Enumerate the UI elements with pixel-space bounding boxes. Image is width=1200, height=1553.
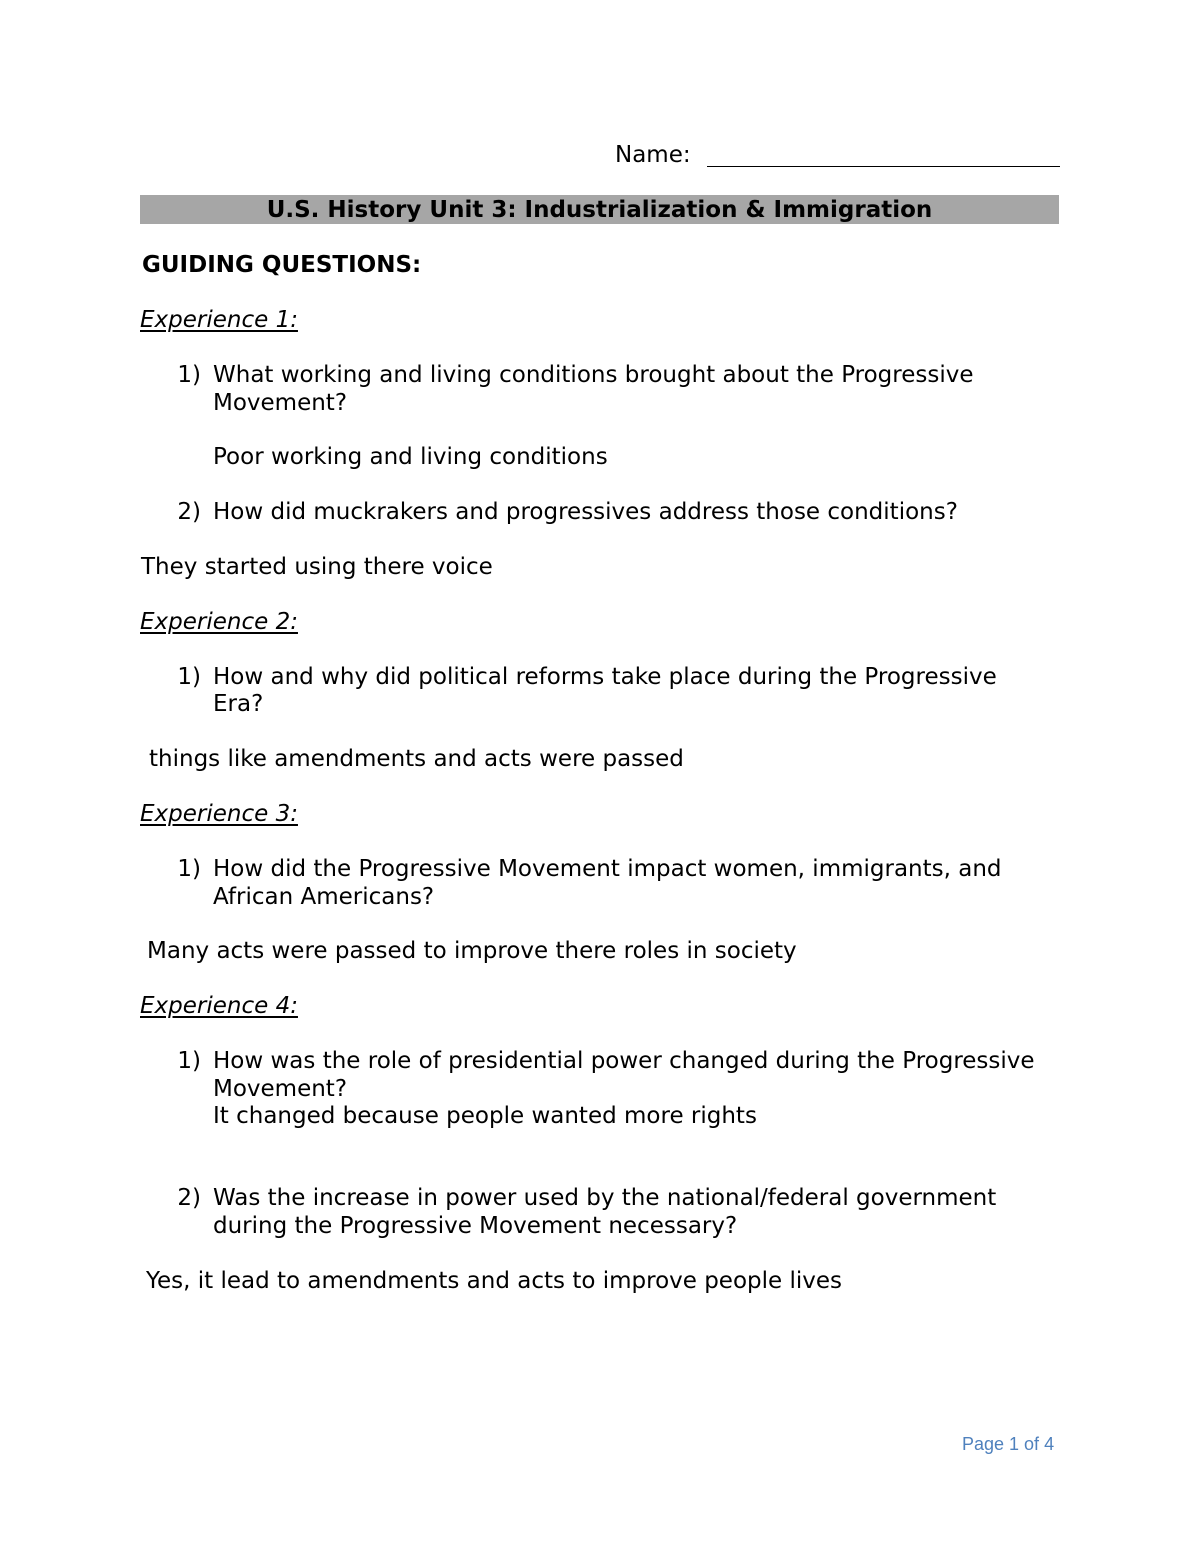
question-text: What working and living conditions brought about the Progressive [213, 362, 974, 388]
experience-4-heading: Experience 4: [140, 993, 298, 1019]
answer-text: It changed because people wanted more rights [213, 1103, 757, 1129]
answer-text: Many acts were passed to improve there roles in society [147, 938, 797, 964]
question-text: How did muckrakers and progressives address those conditions? [213, 499, 958, 525]
question-number: 1) [177, 1048, 201, 1074]
experience-3-heading: Experience 3: [140, 801, 298, 827]
name-input-line[interactable] [707, 166, 1060, 167]
answer-text: Poor working and living conditions [213, 444, 608, 470]
answer-text: Yes, it lead to amendments and acts to improve people lives [146, 1268, 843, 1294]
question-text: African Americans? [213, 884, 435, 910]
question-number: 1) [177, 362, 201, 388]
experience-2-heading: Experience 2: [140, 609, 298, 635]
question-number: 1) [177, 856, 201, 882]
answer-text: They started using there voice [141, 554, 493, 580]
question-text: How did the Progressive Movement impact women, immigrants, and [213, 856, 1002, 882]
question-text: during the Progressive Movement necessary? [213, 1213, 738, 1239]
experience-1-heading: Experience 1: [140, 307, 298, 333]
question-text: How was the role of presidential power changed during the Progressive [213, 1048, 1035, 1074]
unit-title: U.S. History Unit 3: Industrialization & Immigration [140, 195, 1059, 224]
question-text: Was the increase in power used by the national/federal government [213, 1185, 997, 1211]
question-number: 1) [177, 664, 201, 690]
name-label: Name: [615, 142, 691, 168]
question-text: Era? [213, 691, 264, 717]
question-number: 2) [177, 1185, 201, 1211]
question-text: Movement? [213, 1076, 348, 1102]
guiding-questions-label: GUIDING QUESTIONS: [142, 252, 422, 278]
page-number: Page 1 of 4 [962, 1434, 1055, 1454]
question-number: 2) [177, 499, 201, 525]
question-text: Movement? [213, 390, 348, 416]
question-text: How and why did political reforms take place during the Progressive [213, 664, 997, 690]
answer-text: things like amendments and acts were passed [149, 746, 684, 772]
